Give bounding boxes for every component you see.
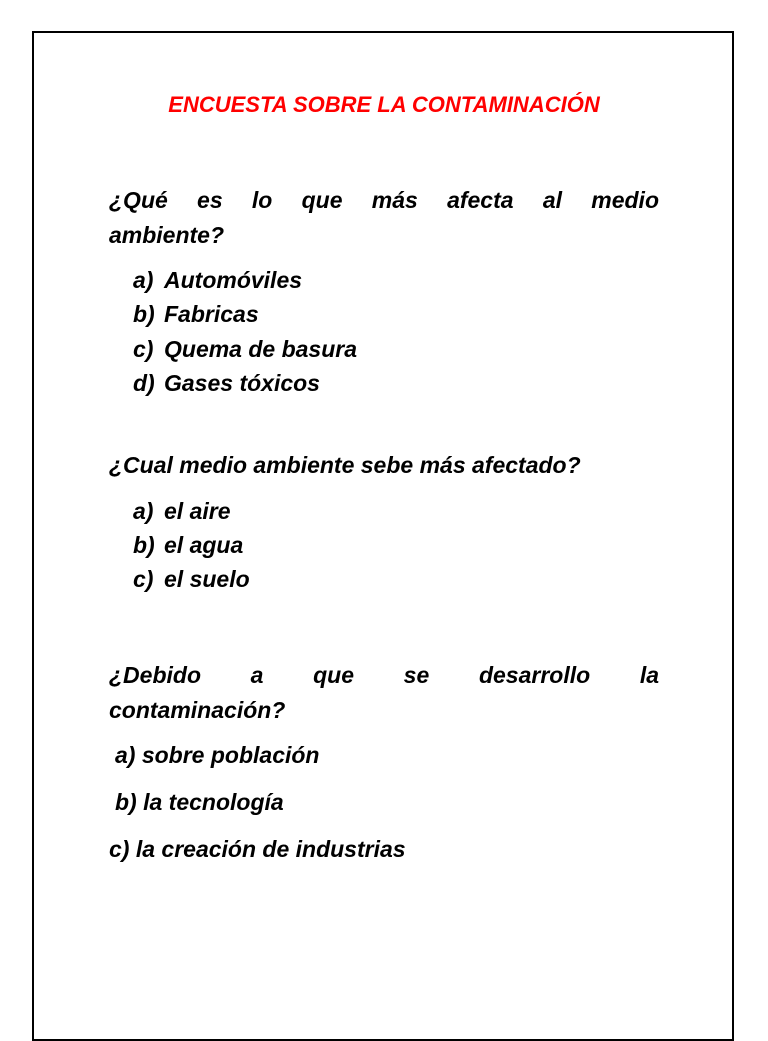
option-letter: d) (133, 370, 155, 396)
option-text: Quema de basura (164, 336, 358, 362)
question-3-option-b: b) la tecnología (115, 789, 284, 815)
option-text: el agua (164, 532, 244, 558)
option-text: el aire (164, 498, 231, 524)
question-2-line-1: ¿Cual medio ambiente sebe más afectado? (109, 452, 581, 478)
question-3-option-c: c) la creación de industrias (109, 836, 406, 862)
question-2 (109, 448, 659, 483)
question-1-option-d (133, 366, 320, 400)
option-letter: b) (133, 301, 155, 327)
question-1-option-a (133, 263, 302, 297)
option-letter: a) (133, 498, 154, 524)
option-text: Automóviles (164, 267, 303, 293)
document-title: ENCUESTA SOBRE LA CONTAMINACIÓN (168, 92, 600, 117)
question-1-line-1: ¿Qué es lo que más afecta al medio (109, 187, 659, 213)
option-letter: a) (133, 267, 154, 293)
question-2-option-c (133, 562, 250, 596)
option-letter: c) (133, 336, 154, 362)
question-3-line-1: ¿Debido a que se desarrollo la (109, 662, 659, 688)
question-3-line-2: contaminación? (109, 697, 286, 723)
question-2-option-b (133, 528, 243, 562)
option-text: el suelo (164, 566, 250, 592)
question-2-option-a (133, 494, 231, 528)
question-3-option-a: a) sobre población (115, 742, 320, 768)
option-letter: c) (133, 566, 154, 592)
question-1-option-c (133, 332, 357, 366)
question-1 (109, 183, 659, 253)
option-letter: b) (133, 532, 155, 558)
question-1-option-b (133, 297, 259, 331)
option-text: Gases tóxicos (164, 370, 320, 396)
option-text: Fabricas (164, 301, 259, 327)
question-1-line-2: ambiente? (109, 222, 225, 248)
question-3 (109, 658, 659, 728)
